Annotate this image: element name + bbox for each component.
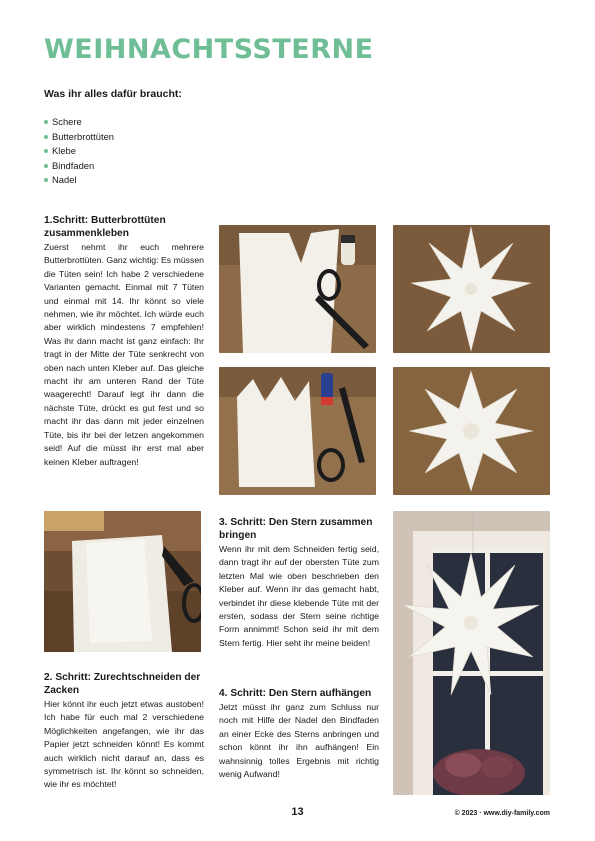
photo-glued-bags [44,511,201,652]
materials-item: Nadel [44,173,114,188]
step-3-heading: 3. Schritt: Den Stern zusammen bringen [219,517,373,541]
photo-cut-variant-2 [219,367,376,495]
bullet-icon [44,178,48,182]
bullet-icon [44,164,48,168]
photo-star-7-bags [393,367,550,495]
page-number: 13 [291,806,304,818]
materials-list [44,115,114,188]
step-2-heading: 2. Schritt: Zurechtschneiden der Zacken [44,672,201,696]
photo-cut-variant-1 [219,225,376,353]
materials-item: Bindfaden [44,159,114,174]
bullet-icon [44,135,48,139]
bullet-icon [44,149,48,153]
step-1-body: Zuerst nehmt ihr euch mehrere Butterbrottüten. Ganz wichtig: Es müssen die Tüten sein! Ich habe 2 verschiedene Varianten gemacht. Einmal mit 7 Tüten und einmal mit 14. Ihr könnt so viele nehmen, wie ihr möchtet. Ich würde euch aber wirklich mindestens 7 empfehlen! Was ihr dann macht ist ganz einfach: Ihr tragt in der Mitte der Tüte senkrecht von oben nach unten Kleber auf. Das gleiche macht ihr am unteren Rand der Tüte waagerecht! Darauf legt ihr dann die nächste Tüte, drückt es gut fest und so macht ihr das dann mit jeder einzelnen Tüte, bis ihr bei der letzen angekommen seid! Auf die müsst ihr erst mal aber keinen Kleber auftragen! [44,242,204,467]
footer-copyright: © 2023 · www.diy-family.com [454,810,550,817]
step-4-body: Jetzt müsst ihr ganz zum Schluss nur noch mit Hilfe der Nadel den Bindfaden an einer Ecke des Sterns anbringen und schon könnt ihr ihn aufhängen! Ein wahnsinnig tolles Ergebnis mit richtig wenig Aufwand! [219,702,379,780]
materials-item: Schere [44,115,114,130]
photo-star-14-bags [393,225,550,353]
materials-item: Klebe [44,144,114,159]
step-1-heading: 1.Schritt: Butterbrottüten zusammenkleben [44,215,166,239]
page-title: WEIHNACHTSSTERNE [44,34,374,65]
materials-heading: Was ihr alles dafür braucht: [44,88,182,100]
photo-hanging-star [393,511,550,795]
bullet-icon [44,120,48,124]
materials-item: Butterbrottüten [44,130,114,145]
step-2-body: Hier könnt ihr euch jetzt etwas austoben! Ich habe für euch mal 2 verschiedene Möglichkeiten angefangen, wie ihr das Papier jetzt schneiden könnt! Es kommt auch wirklich nicht darauf an, dass es symmetrisch ist. Ihr könnt so schneiden, wie ihr es möchtet! [44,699,204,790]
step-3-body: Wenn ihr mit dem Schneiden fertig seid, dann tragt ihr auf der obersten Tüte zum letzten Mal wie oben beschrieben den Kleber auf. Wenn ihr das gemacht habt, verbindet ihr diese klebende Tüte mit der ersten, sodass der Stern seine richtige Form annimmt! Schon seid ihr mit dem Stern fertig. Hier seht ihr meine beiden! [219,544,379,648]
step-4-heading: 4. Schritt: Den Stern aufhängen [219,688,372,699]
